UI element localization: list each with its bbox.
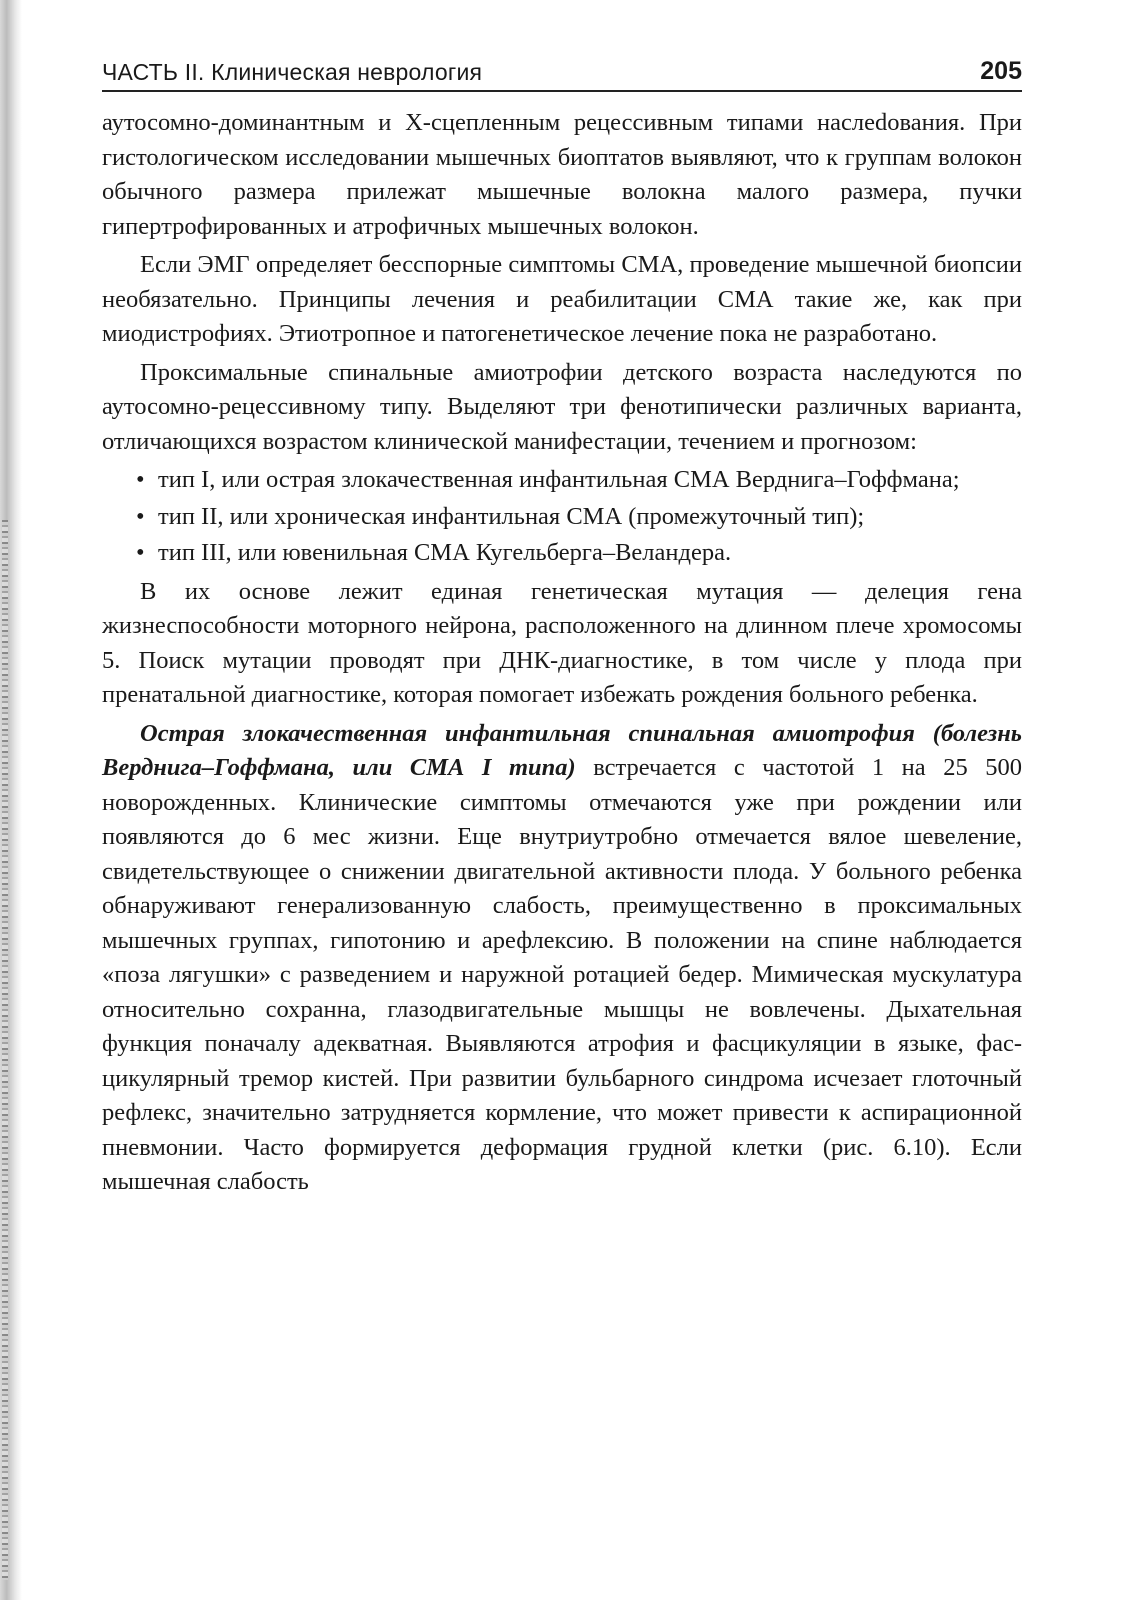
paragraph-emg: Если ЭМГ определяет бесспорные симптомы СМА, проведение мышечной биопсии необязательно. Принципы лечения и реабилитации СМА такие же, как при миодистрофиях. Этиотропное и патогенетическое лечение пока не разработано. (102, 251, 1022, 347)
bullet-icon: • (136, 502, 145, 530)
page-number: 205 (980, 57, 1022, 85)
bullet-icon: • (136, 539, 145, 566)
list-item (102, 463, 1022, 498)
section-title: ЧАСТЬ II. Клиническая неврология (102, 59, 483, 85)
list-item-text: тип III, или ювенильная СМА Кугельберга–Веландера. (158, 539, 732, 566)
paragraph-proximal-sma: Проксимальные спинальные амиотрофии детского возраста наследуются по аутосомно-рецессивному типу. Выделяют три фенотипически различных варианта, отличающихся возрастом клинической манифестации, течением и прогнозом: (102, 358, 1022, 455)
list-item (102, 500, 1022, 535)
paragraph-werdnig-hoffmann (102, 717, 1022, 1200)
scan-binding-edge (0, 0, 22, 1600)
running-header (102, 56, 1022, 92)
disease-term: Острая злокачественная инфантильная спинальная амиотрофия (болезнь Верднига–Гоффмана, или СМА I типа) (102, 719, 1022, 781)
list-item-text: тип I, или острая злокачественная инфантильная СМА Верднига–Гоффмана; (158, 466, 960, 493)
bullet-icon: • (136, 466, 145, 493)
list-item (102, 536, 1022, 571)
sma-types-list (102, 463, 1022, 571)
paragraph-werdnig-hoffmann-text: встречается с частотой 1 на 25 500 новорожденных. Клинические симптомы отмечаются уже при рождении или появляются до 6 мес жизни. Еще внутриутробно отмечается вялое шевеление, свидетельствующее о снижении двигательной активности плода. У больного ребенка обнаруживают генерализованную слабость, преимущественно в проксимальных мышечных группах, гипотонию и арефлексию. В положении на спине наблюдается «поза лягушки» с разведением и наружной ротацией бедер. Мимическая мускулатура относительно сохранна, глазодвигательные мышцы не вовлечены. Дыхательная функция поначалу адекватная. Выявляются атрофия и фасцикуляции в языке, фасцикулярный тремор кистей. При развитии бульбарного синдрома исчезает глоточный рефлекс, значительно затрудняется кормление, что может привести к аспирационной пневмонии. Часто формируется деформация грудной клетки (рис. 6.10). Если мышечная слабость (102, 754, 1022, 1195)
paragraph-continuation: аутосомно-доминантным и X-сцепленным рецессивным типами наслеdования. При гистологическом исследовании мышечных биоптатов выявляют, что к группам волокон обычного размера прилежат мышечные волокна малого размера, пучки гипертрофированных и атрофичных мышечных волокон. (102, 109, 1022, 240)
list-item-text: тип II, или хроническая инфантильная СМА (промежуточный тип); (158, 502, 865, 530)
body-text (102, 106, 1022, 1204)
paragraph-genetic-mutation: В их основе лежит единая генетическая мутация — делеция гена жизнеспособности моторного нейрона, расположенного на длинном плече хромосомы 5. Поиск мутации проводят при ДНК-диагностике, в том числе у плода при пренатальной диагностике, которая помогает избежать рождения больного ребенка. (102, 577, 1022, 708)
